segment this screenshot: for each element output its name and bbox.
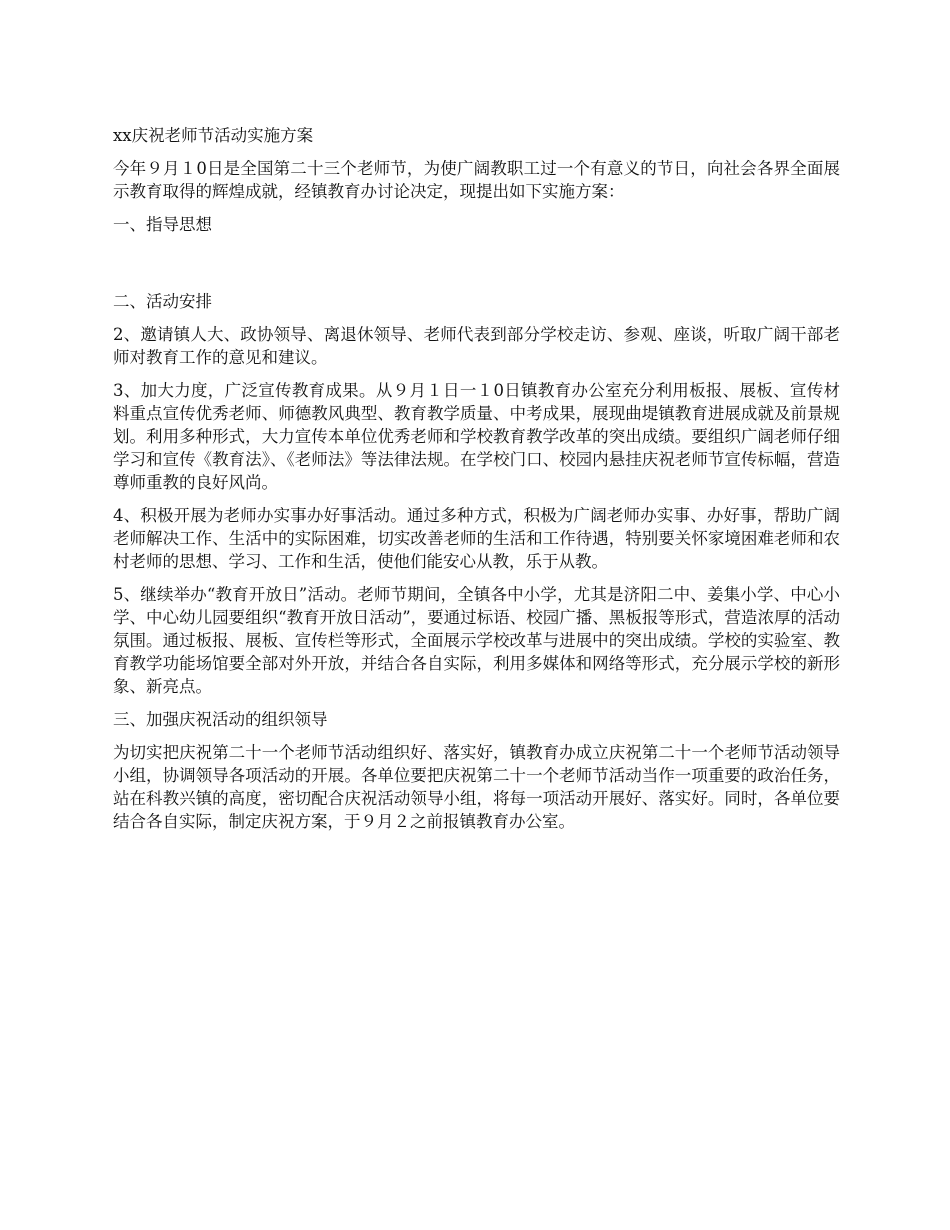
arrangement-item-3: 3、加大力度，广泛宣传教育成果。从９月１日一１0日镇教育办公室充分利用板报、展板、宣传材料重点宣传优秀老师、师德教风典型、教育教学质量、中考成果，展现曲堤镇教育进展成就及前景规划。利用多种形式，大力宣传本单位优秀老师和学校教育教学改革的突出成绩。要组织广阔老师仔细学习和宣传《教育法》、《老师法》等法律法规。在学校门口、校园内悬挂庆祝老师节宣传标幅，营造尊师重教的良好风尚。 bbox=[113, 381, 840, 492]
intro-paragraph: 今年９月１0日是全国第二十三个老师节，为使广阔教职工过一个有意义的节日，向社会各界全面展示教育取得的辉煌成就，经镇教育办讨论决定，现提出如下实施方案： bbox=[113, 159, 840, 201]
section-heading-guiding-ideology: 一、指导思想 bbox=[113, 215, 212, 234]
arrangement-item-5: 5、继续举办“教育开放日”活动。老师节期间，全镇各中小学，尤其是济阳二中、姜集小学、中心小学、中心幼儿园要组织“教育开放日活动”，要通过标语、校园广播、黑板报等形式，营造浓厚的活动氛围。通过板报、展板、宣传栏等形式，全面展示学校改革与进展中的突出成绩。学校的实验室、教育教学功能场馆要全部对外开放，并结合各自实际，利用多媒体和网络等形式，充分展示学校的新形象、新亮点。 bbox=[113, 585, 840, 696]
arrangement-item-4: 4、积极开展为老师办实事办好事活动。通过多种方式，积极为广阔老师办实事、办好事，帮助广阔老师解决工作、生活中的实际困难，切实改善老师的生活和工作待遇，特别要关怀家境困难老师和农村老师的思想、学习、工作和生活，使他们能安心从教，乐于从教。 bbox=[113, 506, 840, 571]
document-title: xx庆祝老师节活动实施方案 bbox=[113, 126, 314, 145]
section-heading-organization: 三、加强庆祝活动的组织领导 bbox=[113, 710, 328, 729]
organization-paragraph: 为切实把庆祝第二十一个老师节活动组织好、落实好，镇教育办成立庆祝第二十一个老师节活动领导小组，协调领导各项活动的开展。各单位要把庆祝第二十一个老师节活动当作一项重要的政治任务，站在科教兴镇的高度，密切配合庆祝活动领导小组，将每一项活动开展好、落实好。同时，各单位要结合各自实际，制定庆祝方案，于９月２之前报镇教育办公室。 bbox=[113, 743, 840, 831]
document-page bbox=[113, 124, 840, 843]
section-heading-activity-arrangement: 二、活动安排 bbox=[113, 292, 212, 311]
arrangement-item-2: 2、邀请镇人大、政协领导、离退休领导、老师代表到部分学校走访、参观、座谈，听取广阔干部老师对教育工作的意见和建议。 bbox=[113, 325, 840, 367]
